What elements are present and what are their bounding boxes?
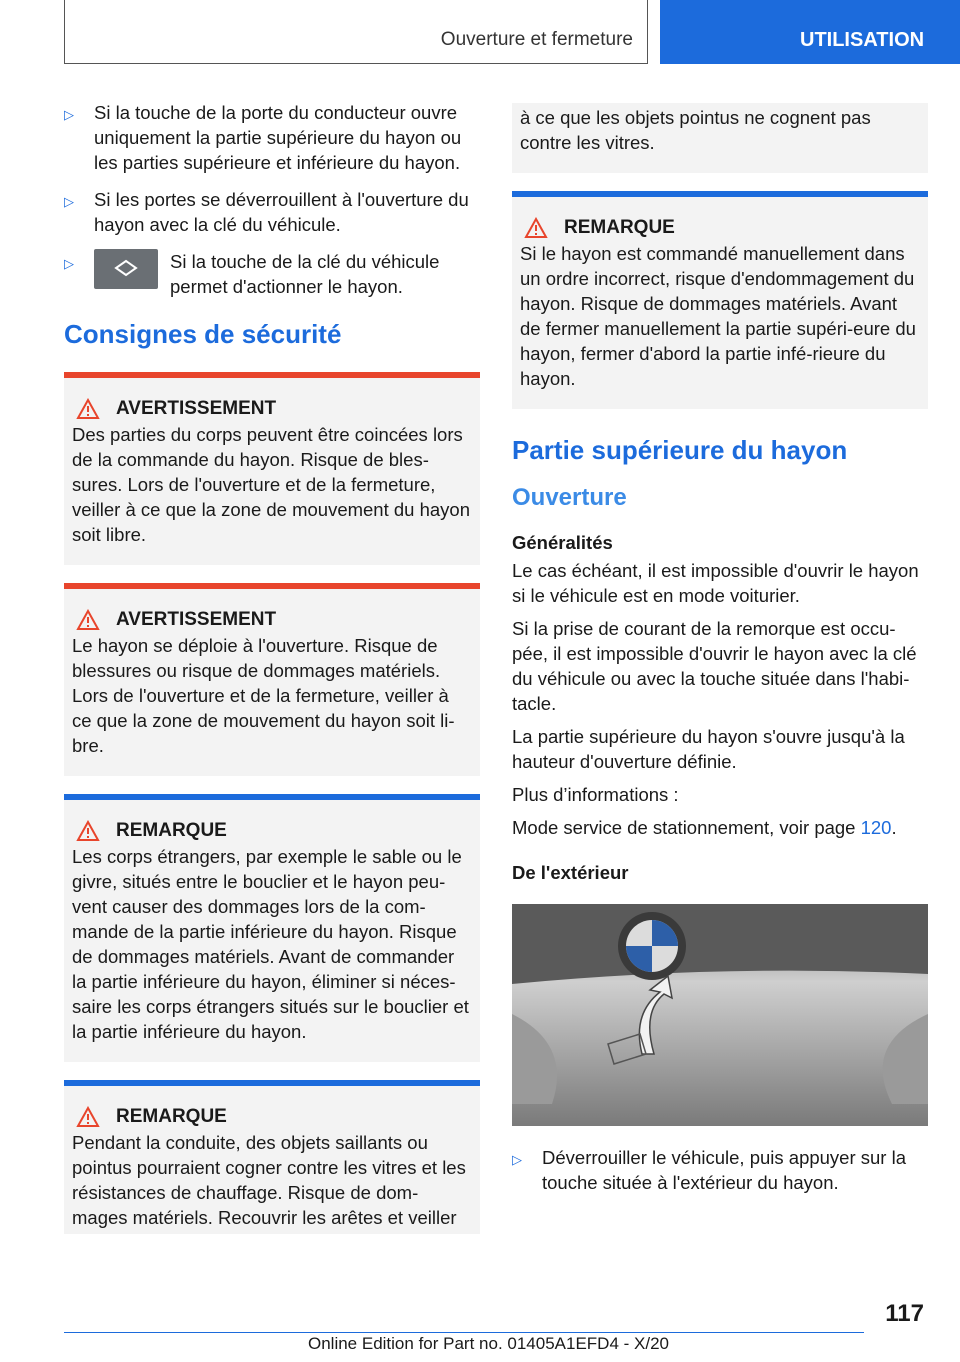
paragraph: La partie supérieure du hayon s'ouvre jusqu'à la hauteur d'ouverture définie. [512, 726, 905, 772]
note-box [512, 191, 928, 409]
warning-box [64, 372, 480, 565]
warning-triangle-icon [76, 1106, 100, 1128]
box-text: à ce que les objets pointus ne cognent pas contre les vitres. [520, 107, 871, 153]
note-box-continued [512, 103, 928, 173]
list-item-text: Si les portes se déverrouillent à l'ouverture du hayon avec la clé du véhicule. [94, 189, 469, 235]
footer-divider [64, 1332, 864, 1333]
right-column [512, 103, 928, 1207]
warning-triangle-icon [76, 609, 100, 631]
box-text: Pendant la conduite, des objets saillants ou pointus pourraient cogner contre les vitres et les résistances de chauffage. Risque de dom-mages matériels. Recouvrir les arêtes et veiller [72, 1132, 466, 1228]
box-title [520, 217, 920, 239]
exterior-heading: De l'extérieur [512, 862, 629, 883]
triangle-bullet-icon: ▷ [512, 1152, 522, 1167]
list-item-text: Si la touche de la porte du conducteur ouvre uniquement la partie supérieure du hayon ou les parties supérieure et inférieure du hayon. [94, 102, 462, 173]
triangle-bullet-icon: ▷ [64, 256, 74, 271]
note-box [64, 794, 480, 1062]
box-text: Si le hayon est commandé manuellement dans un ordre incorrect, risque d'endommagement du hayon. Risque de dommages matériels. Avant de fermer manuellement la partie supéri-eure du hayon, fermer d'abord la partie infé-rieure du hayon. [520, 243, 916, 389]
section-heading: Partie supérieure du hayon [512, 435, 848, 465]
list-item [512, 1145, 928, 1195]
box-text: Le hayon se déploie à l'ouverture. Risque de blessures ou risque de dommages matériels. Lors de l'ouverture et de la fermeture, veiller à ce que la zone de mouvement du hayon soit li-bre. [72, 635, 455, 756]
header-section-title: Ouverture et fermeture [440, 29, 633, 50]
box-text: Les corps étrangers, par exemple le sable ou le givre, situés entre le bouclier et le hayon peu-vent causer des dommages lors de la com-mande de la partie inférieure du hayon. Risque de dommages matériels. Avant de commander la partie inférieure du hayon, éliminer si néces-saire les corps étrangers situés sur le bouclier et la partie inférieure du hayon. [72, 846, 469, 1042]
reference-end: . [891, 817, 897, 838]
paragraph: Plus d’informations : [512, 784, 679, 805]
warning-triangle-icon [524, 217, 548, 239]
paragraph: Si la prise de courant de la remorque est occu-pée, il est impossible d'ouvrir le hayon avec la clé du véhicule ou avec la touche située dans l'habi-tacle. [512, 618, 917, 714]
box-title-text: REMARQUE [116, 820, 227, 841]
triangle-bullet-icon: ▷ [64, 194, 74, 209]
header-chapter-title: UTILISATION [800, 29, 925, 51]
warning-triangle-icon [76, 398, 100, 420]
key-button-icon [94, 249, 158, 289]
warning-triangle-icon [76, 820, 100, 842]
box-title [72, 820, 472, 842]
page-link[interactable]: 120 [860, 817, 892, 838]
header-section-box [64, 0, 648, 64]
left-column [64, 100, 480, 1234]
list-item-text: Si la touche de la clé du véhicule permet d'actionner le hayon. [170, 251, 440, 297]
list-item [64, 187, 480, 237]
page-number: 117 [885, 1300, 924, 1327]
footer-text: Online Edition for Part no. 01405A1EFD4 - X/20 [308, 1334, 669, 1353]
list-item [64, 249, 480, 299]
sub-heading: Ouverture [512, 484, 627, 511]
reference-text: Mode service de stationnement, voir page [512, 817, 861, 838]
general-heading: Généralités [512, 532, 613, 553]
box-title [72, 609, 472, 631]
box-title [72, 398, 472, 420]
box-title [72, 1106, 472, 1128]
box-title-text: REMARQUE [116, 1106, 227, 1127]
paragraph: Le cas échéant, il est impossible d'ouvrir le hayon si le véhicule est en mode voiturier. [512, 560, 919, 606]
box-text: Des parties du corps peuvent être coincées lors de la commande du hayon. Risque de bles-sures. Lors de l'ouverture et de la fermeture, veiller à ce que la zone de mouvement du hayon soit libre. [72, 424, 471, 545]
triangle-bullet-icon: ▷ [64, 107, 74, 122]
warning-box [64, 583, 480, 776]
header-chapter-tab [660, 0, 960, 64]
box-title-text: REMARQUE [564, 217, 675, 238]
reference-paragraph [512, 815, 928, 840]
list-item-text: Déverrouiller le véhicule, puis appuyer sur la touche située à l'extérieur du hayon. [542, 1147, 907, 1193]
note-box [64, 1080, 480, 1234]
tailgate-photo [512, 904, 928, 1126]
list-item [64, 100, 480, 175]
safety-heading: Consignes de sécurité [64, 319, 342, 349]
box-title-text: AVERTISSEMENT [116, 398, 277, 419]
box-title-text: AVERTISSEMENT [116, 609, 277, 630]
